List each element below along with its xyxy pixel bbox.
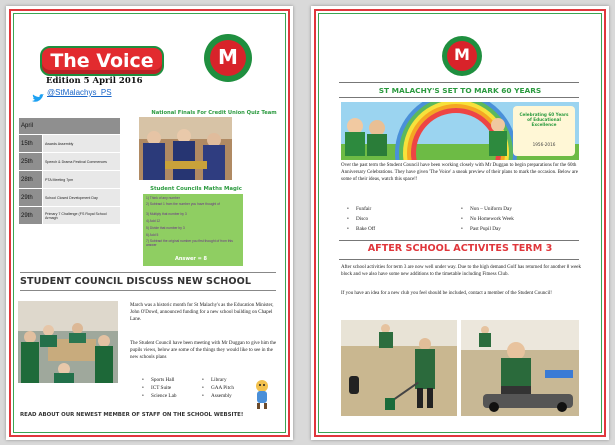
maths-step: 4) Add 12 — [146, 219, 161, 223]
list-item: • Non – Uniform Day — [461, 204, 514, 214]
quiz-team-photo — [139, 117, 232, 180]
maths-step: 1) Think of any number — [146, 196, 180, 200]
banner-text: Celebrating 60 Years of Educational Excellence — [519, 112, 569, 127]
calendar-event: Awards Assembly — [43, 135, 121, 153]
student-council-body-1: March was a historic month for St Malachy's as the Education Minister, John O'Dowd, announced funding for a new school building on Chapel Lane. — [130, 303, 274, 322]
cartoon-mascot-icon — [252, 378, 272, 410]
calendar-day: 29th — [19, 189, 43, 207]
newsletter-page-1 — [6, 6, 293, 440]
after-school-body-2: If you have an idea for a new club you feel should be included, contact a member of the Student Council! — [341, 291, 552, 296]
calendar-event: PTA Meeting 7pm — [43, 171, 121, 189]
student-council-body-2: The Student Council have been meeting with Mr Duggan to give him the pupils views, below are some of the things they would like to see in the new schools plans — [130, 341, 277, 360]
divider — [339, 97, 579, 98]
calendar-day: 28th — [19, 171, 43, 189]
list-item: • Past Pupil Day — [461, 224, 514, 234]
fitness-club-photo — [461, 320, 579, 416]
list-item: • Bake Off — [347, 224, 375, 234]
newsletter-title: The Voice — [40, 46, 164, 76]
calendar-day: 25th — [19, 153, 43, 171]
school-crest-logo: M — [204, 34, 252, 82]
list-item: • GAA Pitch — [202, 384, 234, 392]
divider — [20, 272, 276, 273]
calendar-month: April — [19, 118, 121, 135]
celebration-ideas-list-1 — [347, 204, 375, 234]
maths-step: 3) Multiply that number by 3 — [146, 212, 187, 216]
new-school-list-2 — [202, 376, 234, 400]
website-footer-text: READ ABOUT OUR NEWEST MEMBER OF STAFF ON THE SCHOOL WEBSITE! — [20, 412, 244, 418]
calendar-table — [18, 117, 121, 225]
after-school-body-1: After school activities for term 3 are now well under way. Due to the high demand Golf has returned for another 8 week block and we also have some new additions to the timetable including Fitness Club. — [341, 265, 582, 277]
maths-step: 6) Add 5 — [146, 233, 159, 237]
maths-step: 2) Subtract 1 from the number you have thought of — [146, 202, 220, 206]
maths-magic-box — [143, 194, 243, 266]
divider — [20, 290, 276, 291]
list-item: • Disco — [347, 214, 375, 224]
list-item: • ICT Suite — [142, 384, 177, 392]
list-item: • No Homework Week — [461, 214, 514, 224]
golf-photo — [341, 320, 457, 416]
celebration-ideas-list-2 — [461, 204, 514, 234]
list-item: • Funfair — [347, 204, 375, 214]
student-council-headline: STUDENT COUNCIL DISCUSS NEW SCHOOL — [20, 276, 252, 287]
school-crest-logo: M — [442, 36, 482, 76]
divider — [339, 240, 579, 241]
banner-years: 1956-2016 — [532, 142, 556, 147]
maths-step: 5) Divide that number by 3 — [146, 226, 185, 230]
calendar-day: 29th — [19, 207, 43, 225]
twitter-handle-link[interactable]: @StMalachys_PS — [47, 88, 112, 97]
anniversary-banner — [341, 102, 579, 160]
list-item: • Science Lab — [142, 392, 177, 400]
new-school-list-1 — [142, 376, 177, 400]
list-item: • Sports Hall — [142, 376, 177, 384]
calendar-event: Speech & Drama Festival Commences — [43, 153, 121, 171]
student-council-photo — [18, 301, 118, 383]
maths-magic-title: Student Councils Maths Magic — [150, 186, 242, 192]
divider — [339, 259, 579, 260]
twitter-bird-icon — [32, 88, 44, 97]
calendar-event: School Closed Development Day — [43, 189, 121, 207]
divider — [339, 82, 579, 83]
calendar-day: 15th — [19, 135, 43, 153]
sixty-years-body: Over the past term the Student Council have been working closely with Mr Duggan to begin preparations for the 60th Anniversary Celebrations. They have given 'The Voice' a sneak preview of their plans to mark the occasion. Below are some of their ideas, watch this space!! — [341, 163, 579, 182]
maths-step: 7) Subtract the original number you first thought of from this answer — [146, 239, 233, 248]
edition-label: Edition 5 April 2016 — [46, 76, 143, 86]
calendar-event: Primary 7 Challenge (FS Royal School Armagh — [43, 207, 121, 225]
sixty-years-headline: ST MALACHY'S SET TO MARK 60 YEARS — [378, 86, 542, 95]
newsletter-page-2 — [311, 6, 609, 440]
after-school-headline: AFTER SCHOOL ACTIVITES TERM 3 — [367, 243, 553, 254]
list-item: • Library — [202, 376, 234, 384]
quiz-photo-caption: National Finals For Credit Union Quiz Team — [151, 110, 277, 116]
list-item: • Assembly — [202, 392, 234, 400]
maths-answer: Answer = 8 — [175, 256, 208, 262]
